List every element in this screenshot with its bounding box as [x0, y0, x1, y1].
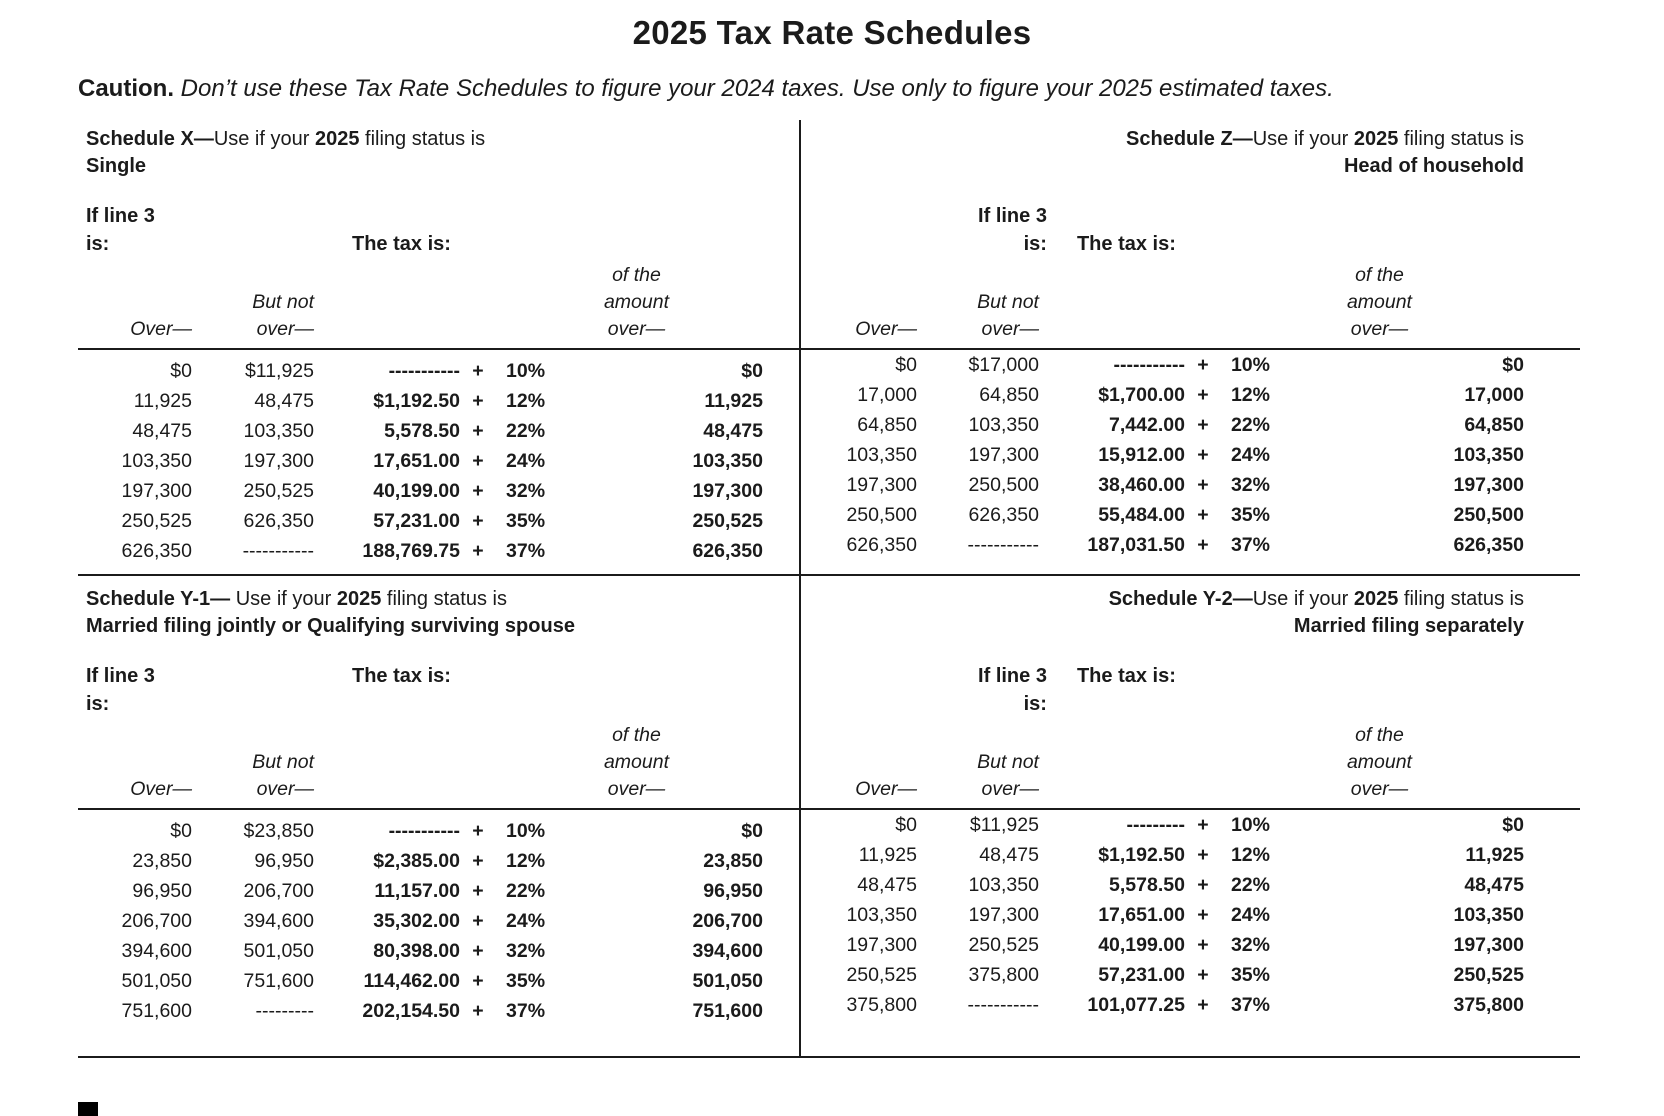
- schedule-y1-head-tail: filing status is: [381, 588, 507, 610]
- schedule-z-table: [811, 350, 1524, 560]
- tax-rate: 35%: [1230, 963, 1270, 986]
- base-tax-amount: 7,442.00: [1109, 413, 1185, 436]
- schedule-y2-head-tail: filing status is: [1398, 588, 1524, 610]
- tax-bracket-row: [86, 476, 763, 506]
- if-line3-label: If line 3 is:: [86, 665, 155, 715]
- but-not-over-amount: 250,500: [968, 473, 1039, 496]
- base-tax-amount: $1,192.50: [373, 389, 460, 412]
- amount-over-value: 48,475: [1464, 873, 1524, 896]
- plus-sign: +: [472, 999, 484, 1022]
- over-amount: 250,525: [846, 963, 917, 986]
- amount-over-value: 250,525: [692, 509, 763, 532]
- tax-bracket-row: [811, 810, 1524, 840]
- over-amount: 103,350: [121, 449, 192, 472]
- base-tax-amount: 188,769.75: [362, 539, 460, 562]
- base-tax-amount: ---------: [1126, 813, 1185, 836]
- tax-bracket-row: [86, 506, 763, 536]
- base-tax-amount: 114,462.00: [363, 969, 460, 992]
- schedule-y1-status: Married filing jointly or Qualifying surviving spouse: [86, 615, 575, 637]
- base-tax-amount: 57,231.00: [1098, 963, 1185, 986]
- over-amount: $0: [170, 819, 192, 842]
- schedule-z-column-headers: [811, 260, 1524, 341]
- tax-rate: 32%: [506, 479, 546, 502]
- but-not-over-amount: 96,950: [254, 849, 314, 872]
- over-amount: 103,350: [846, 903, 917, 926]
- col-header-not-over: over—: [981, 318, 1039, 340]
- tax-bracket-row: [86, 356, 763, 386]
- if-line3-label: If line 3 is:: [86, 205, 155, 255]
- but-not-over-amount: 197,300: [243, 449, 314, 472]
- over-amount: $0: [170, 359, 192, 382]
- caution-text: Don’t use these Tax Rate Schedules to figure your 2024 taxes. Use only to figure your 2025 estimated taxes.: [180, 75, 1334, 102]
- plus-sign: +: [472, 419, 484, 442]
- schedule-z-head-mid: Use if your: [1252, 128, 1354, 150]
- schedule-z-header: [799, 120, 1580, 348]
- plus-sign: +: [472, 819, 484, 842]
- base-tax-amount: 5,578.50: [384, 419, 460, 442]
- tax-rate: 35%: [506, 969, 546, 992]
- tax-bracket-row: [811, 380, 1524, 410]
- but-not-over-amount: -----------: [967, 533, 1039, 556]
- schedule-y2-title: [811, 576, 1524, 648]
- tax-rate: 10%: [506, 819, 546, 842]
- col-header-of-the: of the: [1355, 264, 1404, 286]
- col-header-not-over: over—: [256, 778, 314, 800]
- over-amount: 626,350: [846, 533, 917, 556]
- plus-sign: +: [472, 849, 484, 872]
- schedule-z-labels: [811, 202, 1524, 258]
- plus-sign: +: [1197, 473, 1209, 496]
- amount-over-value: 250,500: [1453, 503, 1524, 526]
- col-header-but-not: But not: [977, 291, 1039, 313]
- amount-over-value: 751,600: [692, 999, 763, 1022]
- base-tax-amount: 5,578.50: [1109, 873, 1185, 896]
- plus-sign: +: [1197, 933, 1209, 956]
- tax-is-label: The tax is:: [1076, 233, 1176, 255]
- schedule-y1-head-mid: Use if your: [230, 588, 337, 610]
- over-amount: 250,525: [121, 509, 192, 532]
- but-not-over-amount: $11,925: [969, 813, 1039, 836]
- base-tax-amount: 40,199.00: [373, 479, 460, 502]
- over-amount: $0: [895, 813, 917, 836]
- col-header-but-not: But not: [252, 291, 314, 313]
- tax-rate: 10%: [506, 359, 546, 382]
- tax-rate: 22%: [1230, 413, 1270, 436]
- tax-rate: 37%: [1230, 993, 1270, 1016]
- tax-is-label: The tax is:: [352, 233, 451, 255]
- amount-over-value: 626,350: [692, 539, 763, 562]
- tax-bracket-row: [86, 416, 763, 446]
- tax-bracket-row: [86, 906, 763, 936]
- tax-rate: 35%: [506, 509, 546, 532]
- col-header-over: Over—: [855, 318, 917, 340]
- top-tables-band: [78, 350, 1580, 574]
- but-not-over-amount: $17,000: [968, 353, 1039, 376]
- amount-over-value: 197,300: [1453, 473, 1524, 496]
- schedule-x-header: [78, 120, 799, 348]
- plus-sign: +: [1197, 383, 1209, 406]
- base-tax-amount: -----------: [388, 819, 460, 842]
- plus-sign: +: [1197, 903, 1209, 926]
- but-not-over-amount: 103,350: [968, 873, 1039, 896]
- amount-over-value: 17,000: [1464, 383, 1524, 406]
- schedule-y1-title: [86, 576, 763, 648]
- amount-over-value: 103,350: [692, 449, 763, 472]
- tax-bracket-row: [811, 530, 1524, 560]
- col-header-over: Over—: [130, 318, 192, 340]
- tax-rate: 32%: [1230, 933, 1270, 956]
- amount-over-value: 626,350: [1453, 533, 1524, 556]
- plus-sign: +: [1197, 993, 1209, 1016]
- col-header-over: Over—: [130, 778, 192, 800]
- over-amount: 197,300: [846, 933, 917, 956]
- but-not-over-amount: 250,525: [968, 933, 1039, 956]
- but-not-over-amount: 103,350: [968, 413, 1039, 436]
- over-amount: $0: [895, 353, 917, 376]
- tax-bracket-row: [86, 536, 763, 566]
- tax-bracket-row: [811, 440, 1524, 470]
- over-amount: 394,600: [121, 939, 192, 962]
- plus-sign: +: [1197, 963, 1209, 986]
- schedule-z-head-tail: filing status is: [1398, 128, 1524, 150]
- bottom-header-band: [78, 576, 1580, 808]
- but-not-over-amount: 626,350: [968, 503, 1039, 526]
- tax-rate: 12%: [506, 389, 546, 412]
- amount-over-value: 501,050: [692, 969, 763, 992]
- schedule-y1-name: Schedule Y-1—: [86, 588, 231, 610]
- schedule-x-table-wrap: [78, 350, 799, 574]
- tax-rate: 32%: [506, 939, 546, 962]
- schedule-y1-column-headers: [86, 720, 763, 801]
- amount-over-value: 103,350: [1453, 903, 1524, 926]
- tax-bracket-row: [811, 410, 1524, 440]
- tax-bracket-row: [86, 996, 763, 1026]
- col-header-amount-over: over—: [1350, 318, 1409, 340]
- col-header-amount-over: over—: [1350, 778, 1409, 800]
- but-not-over-amount: $11,925: [244, 359, 314, 382]
- col-header-not-over: over—: [981, 778, 1039, 800]
- plus-sign: +: [472, 359, 484, 382]
- over-amount: 103,350: [846, 443, 917, 466]
- tax-rate: 12%: [1230, 843, 1270, 866]
- amount-over-value: 96,950: [703, 879, 763, 902]
- over-amount: 751,600: [121, 999, 192, 1022]
- base-tax-amount: 35,302.00: [373, 909, 460, 932]
- tax-rate: 37%: [1230, 533, 1270, 556]
- but-not-over-amount: 197,300: [968, 903, 1039, 926]
- tax-rate: 22%: [1230, 873, 1270, 896]
- col-header-amount-over: over—: [607, 778, 666, 800]
- col-header-of-the: of the: [612, 724, 661, 746]
- over-amount: 23,850: [132, 849, 192, 872]
- plus-sign: +: [1197, 843, 1209, 866]
- schedules-grid: [78, 120, 1580, 1058]
- tax-bracket-row: [86, 816, 763, 846]
- schedule-z-table-wrap: [799, 350, 1580, 574]
- plus-sign: +: [472, 509, 484, 532]
- tax-rate: 24%: [506, 449, 546, 472]
- base-tax-amount: 11,157.00: [374, 879, 460, 902]
- amount-over-value: 103,350: [1453, 443, 1524, 466]
- amount-over-value: 375,800: [1453, 993, 1524, 1016]
- tax-rate: 24%: [1230, 443, 1270, 466]
- base-tax-amount: -----------: [388, 359, 460, 382]
- tax-bracket-row: [811, 870, 1524, 900]
- amount-over-value: 250,525: [1453, 963, 1524, 986]
- tax-is-label: The tax is:: [1076, 665, 1176, 687]
- tax-rate: 37%: [506, 539, 546, 562]
- if-line3-label: If line 3 is:: [978, 665, 1047, 715]
- base-tax-amount: $1,700.00: [1098, 383, 1185, 406]
- base-tax-amount: 17,651.00: [1098, 903, 1185, 926]
- col-header-of-the: of the: [612, 264, 661, 286]
- col-header-amount: amount: [1346, 751, 1412, 773]
- over-amount: 626,350: [121, 539, 192, 562]
- base-tax-amount: $1,192.50: [1098, 843, 1185, 866]
- tax-bracket-row: [811, 840, 1524, 870]
- but-not-over-amount: 626,350: [243, 509, 314, 532]
- plus-sign: +: [1197, 813, 1209, 836]
- amount-over-value: 206,700: [692, 909, 763, 932]
- bottom-rule: [78, 1056, 1580, 1058]
- base-tax-amount: 80,398.00: [373, 939, 460, 962]
- but-not-over-amount: 64,850: [979, 383, 1039, 406]
- schedule-x-head-mid: Use if your: [213, 128, 315, 150]
- tax-bracket-row: [811, 900, 1524, 930]
- schedule-x-title: [86, 120, 763, 188]
- amount-over-value: 11,925: [704, 389, 763, 412]
- col-header-amount: amount: [603, 751, 669, 773]
- but-not-over-amount: 197,300: [968, 443, 1039, 466]
- col-header-amount: amount: [603, 291, 669, 313]
- schedule-y2-labels: [811, 662, 1524, 718]
- amount-over-value: 197,300: [692, 479, 763, 502]
- plus-sign: +: [472, 879, 484, 902]
- amount-over-value: 197,300: [1453, 933, 1524, 956]
- col-header-of-the: of the: [1355, 724, 1404, 746]
- schedule-z-status: Head of household: [1343, 155, 1524, 177]
- col-header-amount-over: over—: [607, 318, 666, 340]
- schedule-y1-labels: [86, 662, 763, 718]
- schedule-y2-header: [799, 576, 1580, 808]
- tax-bracket-row: [86, 876, 763, 906]
- over-amount: 64,850: [857, 413, 917, 436]
- tax-bracket-row: [811, 350, 1524, 380]
- base-tax-amount: $2,385.00: [373, 849, 460, 872]
- over-amount: 250,500: [846, 503, 917, 526]
- schedule-y2-head-year: 2025: [1353, 588, 1399, 610]
- schedule-z-head-year: 2025: [1353, 128, 1399, 150]
- but-not-over-amount: 103,350: [243, 419, 314, 442]
- tax-bracket-row: [811, 930, 1524, 960]
- but-not-over-amount: 48,475: [979, 843, 1039, 866]
- tax-rate: 22%: [506, 419, 546, 442]
- col-header-but-not: But not: [252, 751, 314, 773]
- tax-rate: 32%: [1230, 473, 1270, 496]
- caution-note: [78, 74, 1580, 104]
- base-tax-amount: 15,912.00: [1098, 443, 1185, 466]
- amount-over-value: 64,850: [1464, 413, 1524, 436]
- schedule-x-column-headers: [86, 260, 763, 341]
- over-amount: 197,300: [121, 479, 192, 502]
- but-not-over-amount: 48,475: [254, 389, 314, 412]
- plus-sign: +: [472, 479, 484, 502]
- tax-is-label: The tax is:: [352, 665, 451, 687]
- over-amount: 96,950: [132, 879, 192, 902]
- but-not-over-amount: 751,600: [243, 969, 314, 992]
- over-amount: 375,800: [846, 993, 917, 1016]
- plus-sign: +: [472, 539, 484, 562]
- base-tax-amount: 101,077.25: [1087, 993, 1185, 1016]
- amount-over-value: 48,475: [703, 419, 763, 442]
- page-title: 2025 Tax Rate Schedules: [632, 14, 1032, 51]
- amount-over-value: $0: [741, 819, 763, 842]
- plus-sign: +: [1197, 413, 1209, 436]
- schedule-z-name: Schedule Z—: [1126, 128, 1253, 150]
- but-not-over-amount: -----------: [242, 539, 314, 562]
- tax-rate: 12%: [506, 849, 546, 872]
- tax-bracket-row: [86, 846, 763, 876]
- tax-bracket-row: [86, 446, 763, 476]
- schedule-y1-table-wrap: [78, 810, 799, 1056]
- tax-rate: 24%: [506, 909, 546, 932]
- schedule-x-table: [86, 356, 763, 566]
- top-header-band: [78, 120, 1580, 348]
- schedule-y1-table: [86, 816, 763, 1026]
- amount-over-value: 11,925: [1465, 843, 1524, 866]
- tax-rate: 10%: [1230, 353, 1270, 376]
- schedule-x-status: Single: [86, 155, 147, 177]
- but-not-over-amount: 250,525: [243, 479, 314, 502]
- but-not-over-amount: 501,050: [243, 939, 314, 962]
- amount-over-value: 23,850: [703, 849, 763, 872]
- schedule-y2-status: Married filing separately: [1293, 615, 1524, 637]
- col-header-not-over: over—: [256, 318, 314, 340]
- base-tax-amount: 187,031.50: [1087, 533, 1185, 556]
- base-tax-amount: 38,460.00: [1098, 473, 1185, 496]
- but-not-over-amount: $23,850: [243, 819, 314, 842]
- but-not-over-amount: 206,700: [243, 879, 314, 902]
- plus-sign: +: [1197, 353, 1209, 376]
- plus-sign: +: [1197, 503, 1209, 526]
- over-amount: 11,925: [133, 389, 192, 412]
- schedule-y1-head-year: 2025: [336, 588, 382, 610]
- tax-bracket-row: [811, 960, 1524, 990]
- tax-bracket-row: [811, 990, 1524, 1020]
- tax-bracket-row: [86, 936, 763, 966]
- over-amount: 11,925: [858, 843, 917, 866]
- bottom-tables-band: [78, 810, 1580, 1056]
- plus-sign: +: [472, 909, 484, 932]
- amount-over-value: 394,600: [692, 939, 763, 962]
- schedule-x-head-tail: filing status is: [359, 128, 486, 150]
- over-amount: 197,300: [846, 473, 917, 496]
- base-tax-amount: 17,651.00: [373, 449, 460, 472]
- tax-rate: 22%: [506, 879, 546, 902]
- tax-rate: 24%: [1230, 903, 1270, 926]
- tax-rate: 35%: [1230, 503, 1270, 526]
- but-not-over-amount: -----------: [967, 993, 1039, 1016]
- schedule-y1-header: [78, 576, 799, 808]
- plus-sign: +: [472, 969, 484, 992]
- base-tax-amount: 55,484.00: [1098, 503, 1185, 526]
- tax-rate: 37%: [506, 999, 546, 1022]
- schedule-x-name: Schedule X—: [86, 128, 214, 150]
- col-header-amount: amount: [1346, 291, 1412, 313]
- but-not-over-amount: 375,800: [968, 963, 1039, 986]
- base-tax-amount: 40,199.00: [1098, 933, 1185, 956]
- schedule-y2-table-wrap: [799, 810, 1580, 1056]
- amount-over-value: $0: [1502, 813, 1524, 836]
- tax-bracket-row: [811, 500, 1524, 530]
- caution-label: Caution.: [78, 75, 174, 102]
- schedule-z-title: [811, 120, 1524, 188]
- but-not-over-amount: 394,600: [243, 909, 314, 932]
- schedule-x-labels: [86, 202, 763, 258]
- over-amount: 206,700: [121, 909, 192, 932]
- base-tax-amount: -----------: [1113, 353, 1185, 376]
- plus-sign: +: [472, 449, 484, 472]
- over-amount: 48,475: [132, 419, 192, 442]
- if-line3-label: If line 3 is:: [978, 205, 1047, 255]
- over-amount: 48,475: [857, 873, 917, 896]
- col-header-but-not: But not: [977, 751, 1039, 773]
- base-tax-amount: 202,154.50: [362, 999, 460, 1022]
- tax-rate: 12%: [1230, 383, 1270, 406]
- base-tax-amount: 57,231.00: [373, 509, 460, 532]
- plus-sign: +: [472, 389, 484, 412]
- tax-bracket-row: [86, 386, 763, 416]
- plus-sign: +: [1197, 873, 1209, 896]
- schedule-y2-name: Schedule Y-2—: [1108, 588, 1253, 610]
- page-corner-mark: [78, 1102, 98, 1116]
- tax-bracket-row: [86, 966, 763, 996]
- schedule-y2-head-mid: Use if your: [1252, 588, 1354, 610]
- over-amount: 501,050: [121, 969, 192, 992]
- plus-sign: +: [472, 939, 484, 962]
- plus-sign: +: [1197, 443, 1209, 466]
- amount-over-value: $0: [741, 359, 763, 382]
- plus-sign: +: [1197, 533, 1209, 556]
- over-amount: 17,000: [857, 383, 917, 406]
- schedule-y2-column-headers: [811, 720, 1524, 801]
- amount-over-value: $0: [1502, 353, 1524, 376]
- tax-rate: 10%: [1230, 813, 1270, 836]
- tax-bracket-row: [811, 470, 1524, 500]
- schedule-y2-table: [811, 810, 1524, 1020]
- schedule-x-head-year: 2025: [314, 128, 360, 150]
- col-header-over: Over—: [855, 778, 917, 800]
- but-not-over-amount: ---------: [255, 999, 314, 1022]
